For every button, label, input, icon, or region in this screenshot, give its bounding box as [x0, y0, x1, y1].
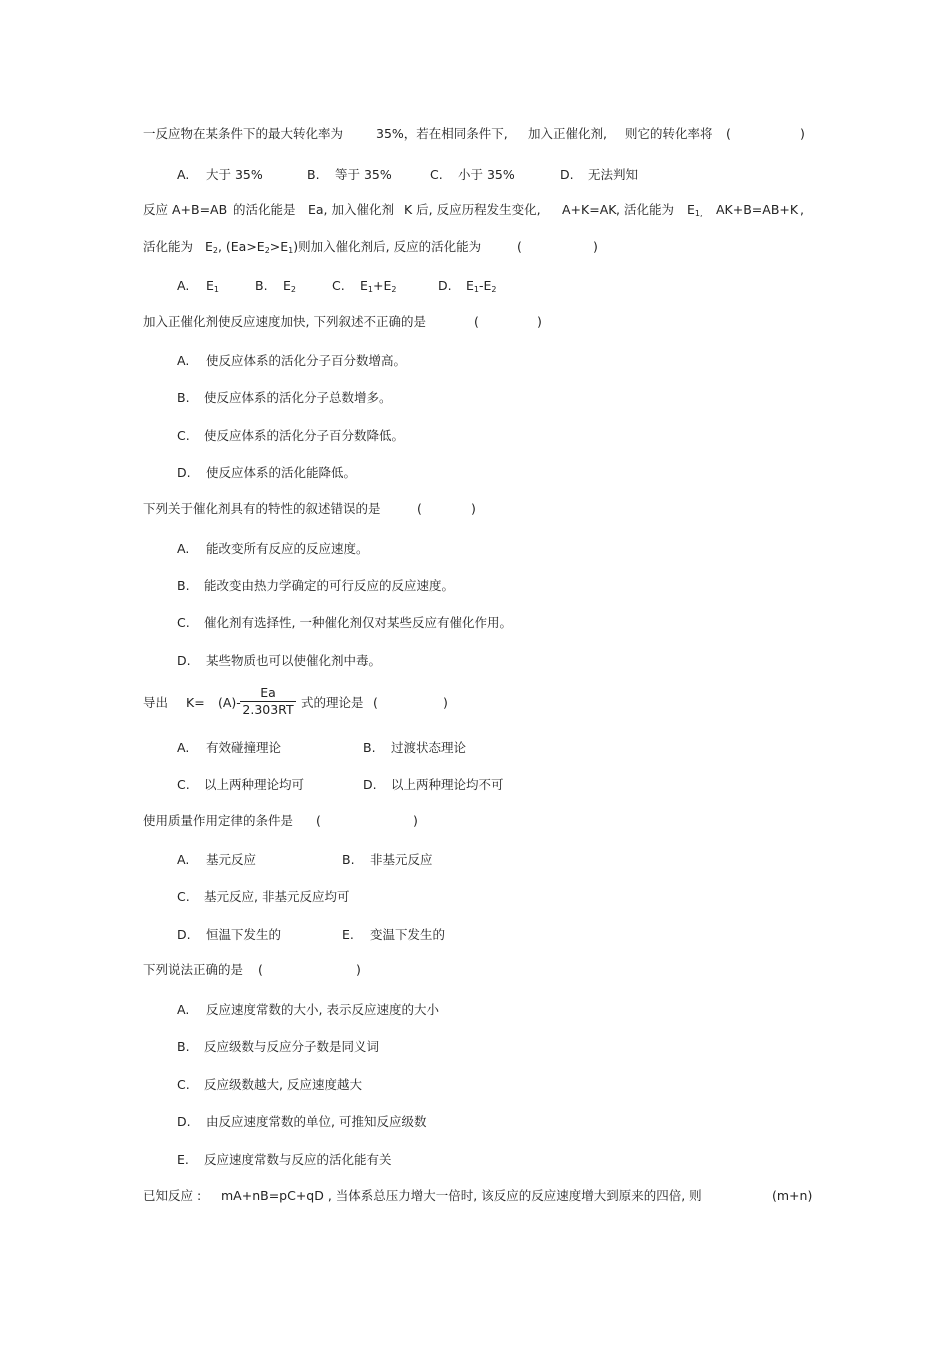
option-text: 等于 35% [335, 167, 392, 182]
option-label: D. [363, 777, 377, 792]
q1-stem-part: 则它的转化率将 [625, 126, 713, 141]
option-label: A. [177, 167, 190, 182]
option-text: 以上两种理论均可 [204, 777, 305, 792]
answer-paren-close: ) [443, 695, 448, 710]
answer-paren-close: ) [800, 126, 805, 141]
option-label: C. [430, 167, 443, 182]
option-label: D. [177, 465, 191, 480]
q1-stem-part: 加入正催化剂, [528, 126, 607, 141]
option-label: B. [255, 278, 268, 293]
option-text: 非基元反应 [370, 852, 433, 867]
answer-paren-close: ) [356, 962, 361, 977]
option-text: $E_1+E_2$ [360, 278, 397, 294]
option-text: 催化剂有选择性, 一种催化剂仅对某些反应有催化作用。 [204, 615, 512, 630]
option-text: 基元反应 [206, 852, 257, 867]
option-label: C. [177, 889, 190, 904]
option-label: A. [177, 852, 190, 867]
option-label: C. [177, 428, 190, 443]
option-text: 能改变所有反应的反应速度。 [206, 541, 369, 556]
q4-stem: 下列关于催化剂具有的特性的叙述错误的是 [143, 501, 381, 516]
option-text: 使反应体系的活化分子百分数增高。 [206, 353, 407, 368]
option-text: 某些物质也可以使催化剂中毒。 [206, 653, 382, 668]
q3-stem: 加入正催化剂使反应速度加快, 下列叙述不正确的是 [143, 314, 426, 329]
option-label: C. [177, 1077, 190, 1092]
option-text: 使反应体系的活化能降低。 [206, 465, 357, 480]
option-label: B. [363, 740, 376, 755]
option-text: $E_2$ [283, 278, 296, 294]
q5-stem-part: (A)- [218, 695, 241, 710]
q6-stem: 使用质量作用定律的条件是 [143, 813, 294, 828]
answer-paren-open: ( [316, 813, 321, 828]
option-text: $E_1$ [206, 278, 219, 294]
option-text: 反应速度常数的大小, 表示反应速度的大小 [206, 1002, 439, 1017]
option-label: C. [177, 615, 190, 630]
option-label: C. [332, 278, 345, 293]
option-label: D. [177, 653, 191, 668]
answer-paren-open: ( [373, 695, 378, 710]
q1-stem-part: 一反应物在某条件下的最大转化率为 [143, 126, 344, 141]
answer-paren-close: ) [413, 813, 418, 828]
q2-stem-part: AK+B=AB+K [716, 202, 799, 217]
answer-paren-open: ( [417, 501, 422, 516]
option-text: 无法判知 [588, 167, 639, 182]
q2-stem-part: 的活化能是 [233, 202, 296, 217]
option-text: 小于 35% [458, 167, 515, 182]
option-text: 能改变由热力学确定的可行反应的反应速度。 [204, 578, 455, 593]
option-text: 由反应速度常数的单位, 可推知反应级数 [206, 1114, 427, 1129]
q2-stem-part: , 活化能为 [616, 202, 674, 217]
option-label: B. [307, 167, 320, 182]
option-text: 基元反应, 非基元反应均可 [204, 889, 350, 904]
option-label: B. [177, 1039, 190, 1054]
option-label: B. [177, 578, 190, 593]
option-text: 反应速度常数与反应的活化能有关 [204, 1152, 392, 1167]
option-label: A. [177, 353, 190, 368]
answer-paren-close: ) [537, 314, 542, 329]
option-text: 反应级数与反应分子数是同义词 [204, 1039, 380, 1054]
fraction [240, 686, 296, 717]
q8-stem-part: (m+n) [772, 1188, 813, 1203]
option-text: 使反应体系的活化分子百分数降低。 [204, 428, 405, 443]
option-label: D. [177, 927, 191, 942]
answer-paren-close: ) [593, 239, 598, 254]
q1-stem-part: 35%，若在相同条件下, [376, 126, 508, 141]
option-text: 大于 35% [206, 167, 263, 182]
option-label: D. [177, 1114, 191, 1129]
answer-paren-open: ( [726, 126, 731, 141]
option-text: 变温下发生的 [370, 927, 446, 942]
option-label: D. [560, 167, 574, 182]
q2-stem-part: 活化能为 $E_2$, $(Ea>E_2>E_1)$则加入催化剂后, 反应的活化能为 [143, 239, 482, 255]
option-text: 恒温下发生的 [206, 927, 282, 942]
option-text: 过渡状态理论 [391, 740, 467, 755]
option-label: E. [177, 1152, 189, 1167]
q2-stem-part: Ea, 加入催化剂 [308, 202, 395, 217]
answer-paren-open: ( [258, 962, 263, 977]
option-text: 以上两种理论均不可 [391, 777, 504, 792]
option-label: B. [177, 390, 190, 405]
answer-paren-open: ( [474, 314, 479, 329]
option-text: 有效碰撞理论 [206, 740, 282, 755]
option-text: 反应级数越大, 反应速度越大 [204, 1077, 362, 1092]
fraction-denominator: 2.303RT [242, 702, 294, 717]
fraction-numerator: Ea [260, 685, 276, 700]
q5-stem-part: 导出 [143, 695, 169, 710]
option-text: $E_1-E_2$ [466, 278, 497, 294]
option-label: A. [177, 1002, 190, 1017]
q2-stem-part: A+K=AK [562, 202, 617, 217]
option-label: C. [177, 777, 190, 792]
q8-stem-part: 已知反应 : [143, 1188, 202, 1203]
option-label: A. [177, 278, 190, 293]
q8-stem-part: mA+nB=pC+qD , 当体系总压力增大一倍时, 该反应的反应速度增大到原来的四倍, 则 [221, 1188, 702, 1203]
option-label: A. [177, 740, 190, 755]
q2-stem-part: $E_{1,}$ [687, 202, 703, 218]
q2-stem-part: , [800, 202, 804, 217]
q7-stem: 下列说法正确的是 [143, 962, 244, 977]
option-text: 使反应体系的活化分子总数增多。 [204, 390, 392, 405]
option-label: D. [438, 278, 452, 293]
option-label: B. [342, 852, 355, 867]
answer-paren-close: ) [471, 501, 476, 516]
q5-stem-part: 式的理论是 [301, 695, 364, 710]
answer-paren-open: ( [517, 239, 522, 254]
q2-stem-part: K 后, 反应历程发生变化, [404, 202, 541, 217]
option-label: A. [177, 541, 190, 556]
option-label: E. [342, 927, 354, 942]
q2-stem-part: 反应 A+B=AB [143, 202, 228, 217]
q5-stem-part: K= [186, 695, 205, 710]
